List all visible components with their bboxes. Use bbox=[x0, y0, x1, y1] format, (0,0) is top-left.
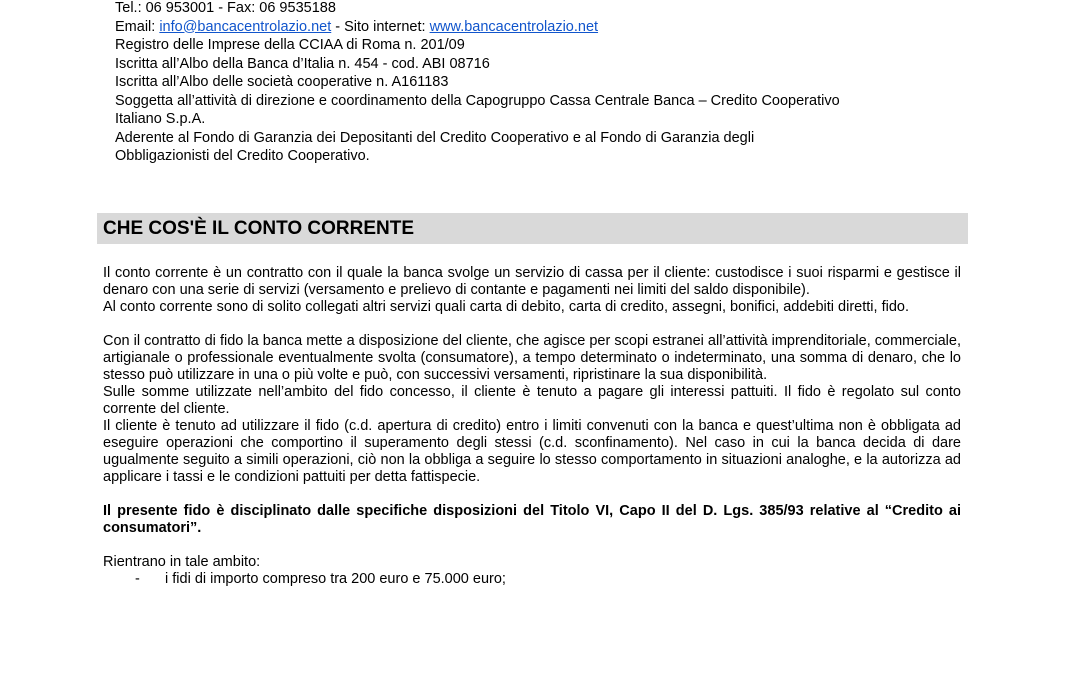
website-link[interactable]: www.bancacentrolazio.net bbox=[429, 18, 599, 35]
paragraph-sconfinamento: Il cliente è tenuto ad utilizzare il fido (c.d. apertura di credito) entro i limiti convenuti con la banca e quest’ultima non è obbligata ad eseguire operazioni che comportino il superamento degli stessi (c.d. sconfinamento). Nel caso in cui la banca decida di dare ugualmente seguito a simili operazioni, ciò non la obbliga a seguire lo stesso comportamento in situazioni analoghe, e la autorizza ad applicare i tassi e le condizioni pattuiti per detta fattispecie. bbox=[103, 418, 961, 485]
bank-header bbox=[115, 0, 875, 166]
bullet-text: i fidi di importo compreso tra 200 euro e 75.000 euro; bbox=[165, 571, 506, 587]
paragraph-fido: Con il contratto di fido la banca mette a disposizione del cliente, che agisce per scopi estranei all’attività imprenditoriale, commerciale, artigianale o professionale eventualmente svolta (consumatore), a tempo determinato o indeterminato, una somma di denaro, che lo stesso può utilizzare in una o più volte e può, con successivi versamenti, ripristinare la sua disponibilità. bbox=[103, 333, 961, 383]
paragraph-interessi: Sulle somme utilizzate nell’ambito del fido concesso, il cliente è tenuto a pagare gli interessi pattuiti. Il fido è regolato sul conto corrente del cliente. bbox=[103, 384, 961, 417]
list-item bbox=[135, 571, 961, 588]
paragraph-disciplina: Il presente fido è disciplinato dalle specifiche disposizioni del Titolo VI, Capo II del D. Lgs. 385/93 relative al “Credito ai consumatori”. bbox=[103, 503, 961, 536]
paragraph-ambito: Rientrano in tale ambito: bbox=[103, 554, 261, 570]
paragraph-servizi: Al conto corrente sono di solito collegati altri servizi quali carta di debito, carta di credito, assegni, bonifici, addebiti diretti, fido. bbox=[103, 299, 909, 315]
albo-banca: Iscritta all’Albo della Banca d’Italia n. 454 - cod. ABI 08716 bbox=[115, 55, 490, 72]
contact-line bbox=[115, 18, 875, 37]
bullet-dash: - bbox=[135, 571, 140, 587]
site-label: - Sito internet: bbox=[331, 18, 430, 35]
email-link[interactable]: info@bancacentrolazio.net bbox=[159, 18, 332, 35]
section-title: CHE COS'È IL CONTO CORRENTE bbox=[97, 213, 968, 244]
email-label: Email: bbox=[115, 18, 160, 35]
tel-fax: Tel.: 06 953001 - Fax: 06 9535188 bbox=[115, 0, 336, 16]
albo-cooperative: Iscritta all’Albo delle società cooperative n. A161183 bbox=[115, 74, 449, 90]
fondo-garanzia: Aderente al Fondo di Garanzia dei Depositanti del Credito Cooperativo e al Fondo di Garanzia degli Obbligazionisti del Credito Cooperativo. bbox=[115, 129, 755, 164]
paragraph-conto-corrente: Il conto corrente è un contratto con il quale la banca svolge un servizio di cassa per il cliente: custodisce i suoi risparmi e gestisce il denaro con una serie di servizi (versamento e prelievo di contante e pagamenti nei limiti del saldo disponibile). bbox=[103, 265, 961, 298]
direzione-coordinamento: Soggetta all’attività di direzione e coordinamento della Capogruppo Cassa Centrale Banca – Credito Cooperativo Italiano S.p.A. bbox=[115, 92, 840, 127]
document-body bbox=[103, 265, 961, 588]
registro-imprese: Registro delle Imprese della CCIAA di Roma n. 201/09 bbox=[115, 37, 465, 53]
